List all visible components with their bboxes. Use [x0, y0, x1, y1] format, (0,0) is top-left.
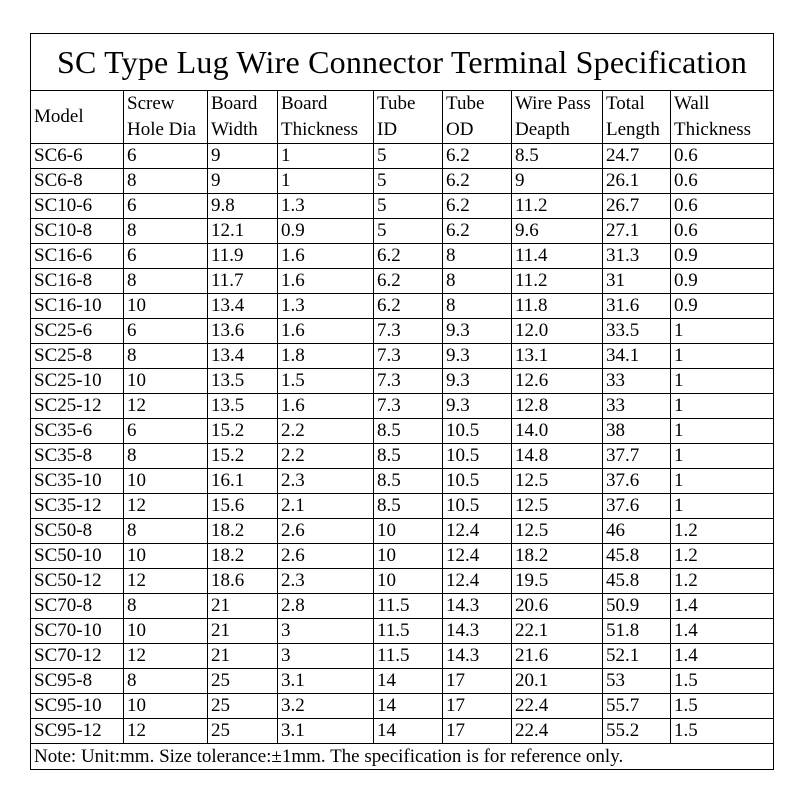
column-header: [443, 91, 512, 144]
table-cell: 12.5: [512, 494, 603, 519]
table-cell: 11.5: [374, 594, 443, 619]
table-cell: 1.5: [671, 719, 774, 744]
column-header-line: Board: [211, 93, 258, 114]
model-cell: SC50-12: [31, 569, 124, 594]
column-header: [124, 91, 208, 144]
table-body: [31, 144, 774, 744]
model-cell: SC70-10: [31, 619, 124, 644]
table-cell: 16.1: [208, 469, 278, 494]
table-cell: 12: [124, 719, 208, 744]
table-cell: 25: [208, 719, 278, 744]
column-header-line: Board: [281, 93, 328, 114]
table-cell: 10: [124, 469, 208, 494]
table-row: [31, 669, 774, 694]
table-cell: 10.5: [443, 494, 512, 519]
table-cell: 2.6: [278, 519, 374, 544]
table-cell: 2.8: [278, 594, 374, 619]
table-cell: 11.9: [208, 244, 278, 269]
table-cell: 14: [374, 669, 443, 694]
table-cell: 27.1: [603, 219, 671, 244]
table-cell: 6.2: [443, 194, 512, 219]
table-cell: 17: [443, 719, 512, 744]
table-cell: 11.2: [512, 269, 603, 294]
table-cell: 37.6: [603, 494, 671, 519]
column-header: [512, 91, 603, 144]
table-cell: 1.2: [671, 544, 774, 569]
table-cell: 9: [512, 169, 603, 194]
table-cell: 1.6: [278, 394, 374, 419]
table-cell: 26.1: [603, 169, 671, 194]
table-cell: 10: [124, 619, 208, 644]
model-cell: SC35-6: [31, 419, 124, 444]
table-cell: 37.7: [603, 444, 671, 469]
table-cell: 10: [374, 519, 443, 544]
table-row: [31, 644, 774, 669]
table-cell: 8: [124, 219, 208, 244]
table-cell: 25: [208, 694, 278, 719]
table-cell: 1: [671, 494, 774, 519]
model-cell: SC6-8: [31, 169, 124, 194]
table-cell: 1.2: [671, 519, 774, 544]
table-cell: 19.5: [512, 569, 603, 594]
table-cell: 12.4: [443, 519, 512, 544]
table-cell: 15.2: [208, 419, 278, 444]
table-cell: 12: [124, 394, 208, 419]
table-cell: 6: [124, 419, 208, 444]
table-cell: 1.6: [278, 244, 374, 269]
table-cell: 1.5: [671, 694, 774, 719]
table-row: [31, 219, 774, 244]
table-cell: 0.6: [671, 169, 774, 194]
table-cell: 6.2: [374, 244, 443, 269]
table-cell: 9.3: [443, 369, 512, 394]
table-cell: 10: [124, 369, 208, 394]
table-row: [31, 519, 774, 544]
table-cell: 10.5: [443, 419, 512, 444]
table-cell: 13.6: [208, 319, 278, 344]
model-cell: SC16-6: [31, 244, 124, 269]
table-cell: 9.3: [443, 394, 512, 419]
table-cell: 50.9: [603, 594, 671, 619]
table-cell: 2.2: [278, 444, 374, 469]
model-cell: SC25-6: [31, 319, 124, 344]
table-cell: 34.1: [603, 344, 671, 369]
table-row: [31, 244, 774, 269]
table-cell: 11.4: [512, 244, 603, 269]
table-cell: 3.1: [278, 719, 374, 744]
model-cell: SC50-8: [31, 519, 124, 544]
table-cell: 33.5: [603, 319, 671, 344]
table-cell: 33: [603, 369, 671, 394]
table-cell: 6.2: [443, 144, 512, 169]
table-cell: 0.6: [671, 219, 774, 244]
table-cell: 8: [124, 344, 208, 369]
table-cell: 1: [671, 344, 774, 369]
table-cell: 7.3: [374, 394, 443, 419]
table-cell: 14: [374, 719, 443, 744]
table-cell: 46: [603, 519, 671, 544]
column-header: [603, 91, 671, 144]
table-cell: 1.5: [278, 369, 374, 394]
table-cell: 10: [124, 294, 208, 319]
table-row: [31, 194, 774, 219]
table-cell: 1: [671, 419, 774, 444]
table-cell: 8: [443, 294, 512, 319]
table-cell: 0.6: [671, 194, 774, 219]
table-cell: 38: [603, 419, 671, 444]
table-row: [31, 619, 774, 644]
model-cell: SC70-12: [31, 644, 124, 669]
table-cell: 11.5: [374, 644, 443, 669]
column-header: [31, 91, 124, 144]
table-cell: 10: [124, 694, 208, 719]
model-cell: SC95-8: [31, 669, 124, 694]
table-cell: 8: [443, 244, 512, 269]
model-cell: SC95-10: [31, 694, 124, 719]
table-cell: 8.5: [374, 469, 443, 494]
model-cell: SC16-10: [31, 294, 124, 319]
table-cell: 0.9: [671, 294, 774, 319]
table-cell: 8.5: [374, 444, 443, 469]
table-cell: 10.5: [443, 469, 512, 494]
table-row: [31, 494, 774, 519]
table-cell: 1.4: [671, 619, 774, 644]
table-cell: 21: [208, 619, 278, 644]
table-cell: 15.6: [208, 494, 278, 519]
table-row: [31, 544, 774, 569]
table-cell: 18.2: [208, 544, 278, 569]
model-cell: SC35-12: [31, 494, 124, 519]
table-row: [31, 294, 774, 319]
table-row: [31, 394, 774, 419]
table-cell: 25: [208, 669, 278, 694]
table-row: [31, 469, 774, 494]
table-cell: 0.9: [278, 219, 374, 244]
table-cell: 9.8: [208, 194, 278, 219]
table-cell: 7.3: [374, 369, 443, 394]
column-header-line: Length: [606, 119, 660, 140]
table-cell: 1: [278, 144, 374, 169]
column-header: [278, 91, 374, 144]
table-cell: 10: [124, 544, 208, 569]
table-row: [31, 319, 774, 344]
table-cell: 2.3: [278, 469, 374, 494]
table-cell: 6.2: [374, 294, 443, 319]
table-cell: 17: [443, 694, 512, 719]
table-cell: 1.5: [671, 669, 774, 694]
table-cell: 21: [208, 644, 278, 669]
table-cell: 13.5: [208, 369, 278, 394]
table-cell: 3.1: [278, 669, 374, 694]
table-cell: 1: [671, 369, 774, 394]
column-header-line: Model: [34, 106, 84, 127]
table-cell: 11.7: [208, 269, 278, 294]
table-cell: 8: [124, 594, 208, 619]
table-cell: 8.5: [374, 419, 443, 444]
column-header-line: Thickness: [281, 119, 359, 140]
table-cell: 1.3: [278, 194, 374, 219]
table-cell: 3.2: [278, 694, 374, 719]
table-cell: 10.5: [443, 444, 512, 469]
table-cell: 0.6: [671, 144, 774, 169]
table-cell: 26.7: [603, 194, 671, 219]
table-cell: 8.5: [374, 494, 443, 519]
column-header-line: Tube: [377, 93, 416, 114]
table-row: [31, 419, 774, 444]
table-cell: 6: [124, 244, 208, 269]
table-cell: 10: [374, 569, 443, 594]
table-cell: 1.6: [278, 269, 374, 294]
table-cell: 51.8: [603, 619, 671, 644]
table-cell: 7.3: [374, 319, 443, 344]
spec-table: [30, 33, 774, 770]
table-cell: 2.3: [278, 569, 374, 594]
table-cell: 18.2: [208, 519, 278, 544]
table-row: [31, 344, 774, 369]
table-cell: 33: [603, 394, 671, 419]
table-row: [31, 694, 774, 719]
table-cell: 8: [124, 519, 208, 544]
table-cell: 12.0: [512, 319, 603, 344]
table-cell: 13.1: [512, 344, 603, 369]
header-row: [31, 91, 774, 144]
table-cell: 13.4: [208, 344, 278, 369]
column-header: [374, 91, 443, 144]
table-cell: 21.6: [512, 644, 603, 669]
table-cell: 12: [124, 644, 208, 669]
table-cell: 1.4: [671, 594, 774, 619]
table-row: [31, 169, 774, 194]
column-header-line: Thickness: [674, 119, 752, 140]
table-cell: 10: [374, 544, 443, 569]
table-cell: 53: [603, 669, 671, 694]
table-cell: 14.8: [512, 444, 603, 469]
table-cell: 12.4: [443, 569, 512, 594]
table-cell: 31: [603, 269, 671, 294]
model-cell: SC50-10: [31, 544, 124, 569]
table-cell: 1.3: [278, 294, 374, 319]
table-cell: 55.7: [603, 694, 671, 719]
column-header: [208, 91, 278, 144]
table-cell: 11.8: [512, 294, 603, 319]
table-row: [31, 719, 774, 744]
table-cell: 3: [278, 619, 374, 644]
table-cell: 1: [671, 394, 774, 419]
table-cell: 1.6: [278, 319, 374, 344]
column-header-line: Wall: [674, 93, 710, 114]
table-cell: 18.2: [512, 544, 603, 569]
table-cell: 5: [374, 219, 443, 244]
table-cell: 22.1: [512, 619, 603, 644]
table-cell: 7.3: [374, 344, 443, 369]
table-cell: 1: [671, 444, 774, 469]
model-cell: SC25-10: [31, 369, 124, 394]
table-cell: 1.8: [278, 344, 374, 369]
table-cell: 8: [124, 444, 208, 469]
model-cell: SC10-6: [31, 194, 124, 219]
table-cell: 24.7: [603, 144, 671, 169]
table-cell: 12: [124, 494, 208, 519]
table-cell: 45.8: [603, 569, 671, 594]
table-cell: 12.6: [512, 369, 603, 394]
table-cell: 8: [124, 669, 208, 694]
table-cell: 3: [278, 644, 374, 669]
table-cell: 13.4: [208, 294, 278, 319]
table-cell: 13.5: [208, 394, 278, 419]
table-cell: 2.2: [278, 419, 374, 444]
table-cell: 45.8: [603, 544, 671, 569]
model-cell: SC16-8: [31, 269, 124, 294]
column-header-line: Width: [211, 119, 258, 140]
table-cell: 5: [374, 194, 443, 219]
table-cell: 12.4: [443, 544, 512, 569]
table-cell: 14.3: [443, 644, 512, 669]
table-cell: 8: [443, 269, 512, 294]
table-cell: 6: [124, 144, 208, 169]
table-cell: 17: [443, 669, 512, 694]
table-cell: 8: [124, 169, 208, 194]
table-row: [31, 144, 774, 169]
table-cell: 37.6: [603, 469, 671, 494]
table-row: [31, 444, 774, 469]
table-cell: 6.2: [374, 269, 443, 294]
table-cell: 6.2: [443, 169, 512, 194]
table-cell: 12.5: [512, 519, 603, 544]
table-title: SC Type Lug Wire Connector Terminal Specification: [31, 34, 774, 91]
table-cell: 1: [671, 319, 774, 344]
model-cell: SC6-6: [31, 144, 124, 169]
table-cell: 6: [124, 319, 208, 344]
table-cell: 2.6: [278, 544, 374, 569]
column-header-line: Tube: [446, 93, 485, 114]
model-cell: SC35-10: [31, 469, 124, 494]
column-header: [671, 91, 774, 144]
table-cell: 5: [374, 144, 443, 169]
table-cell: 22.4: [512, 694, 603, 719]
table-cell: 15.2: [208, 444, 278, 469]
table-cell: 2.1: [278, 494, 374, 519]
table-cell: 14: [374, 694, 443, 719]
column-header-line: Hole Dia: [127, 119, 197, 140]
column-header-line: Wire Pass: [515, 93, 591, 114]
table-cell: 9: [208, 144, 278, 169]
model-cell: SC95-12: [31, 719, 124, 744]
table-cell: 31.6: [603, 294, 671, 319]
table-row: [31, 269, 774, 294]
table-row: [31, 369, 774, 394]
table-cell: 9: [208, 169, 278, 194]
table-cell: 12.1: [208, 219, 278, 244]
model-cell: SC25-8: [31, 344, 124, 369]
table-cell: 18.6: [208, 569, 278, 594]
table-cell: 20.6: [512, 594, 603, 619]
table-cell: 1.2: [671, 569, 774, 594]
table-cell: 11.2: [512, 194, 603, 219]
table-note: Note: Unit:mm. Size tolerance:±1mm. The specification is for reference only.: [31, 744, 774, 770]
table-cell: 14.3: [443, 594, 512, 619]
table-cell: 52.1: [603, 644, 671, 669]
table-cell: 55.2: [603, 719, 671, 744]
column-header-line: Deapth: [515, 119, 570, 140]
table-row: [31, 569, 774, 594]
table-cell: 14.0: [512, 419, 603, 444]
model-cell: SC25-12: [31, 394, 124, 419]
table-cell: 12.5: [512, 469, 603, 494]
table-cell: 12: [124, 569, 208, 594]
table-row: [31, 594, 774, 619]
column-header-line: ID: [377, 119, 398, 140]
table-cell: 8: [124, 269, 208, 294]
table-cell: 1: [671, 469, 774, 494]
table-cell: 1.4: [671, 644, 774, 669]
table-cell: 31.3: [603, 244, 671, 269]
table-cell: 9.3: [443, 344, 512, 369]
table-cell: 21: [208, 594, 278, 619]
table-cell: 9.6: [512, 219, 603, 244]
table-cell: 11.5: [374, 619, 443, 644]
table-cell: 6: [124, 194, 208, 219]
table-cell: 0.9: [671, 244, 774, 269]
table-cell: 20.1: [512, 669, 603, 694]
table-cell: 14.3: [443, 619, 512, 644]
table-cell: 8.5: [512, 144, 603, 169]
table-cell: 22.4: [512, 719, 603, 744]
table-cell: 9.3: [443, 319, 512, 344]
table-cell: 1: [278, 169, 374, 194]
column-header-line: Total: [606, 93, 645, 114]
table-cell: 0.9: [671, 269, 774, 294]
table-cell: 5: [374, 169, 443, 194]
column-header-line: Screw: [127, 93, 175, 114]
model-cell: SC35-8: [31, 444, 124, 469]
model-cell: SC10-8: [31, 219, 124, 244]
table-cell: 6.2: [443, 219, 512, 244]
column-header-line: OD: [446, 119, 474, 140]
model-cell: SC70-8: [31, 594, 124, 619]
table-cell: 12.8: [512, 394, 603, 419]
